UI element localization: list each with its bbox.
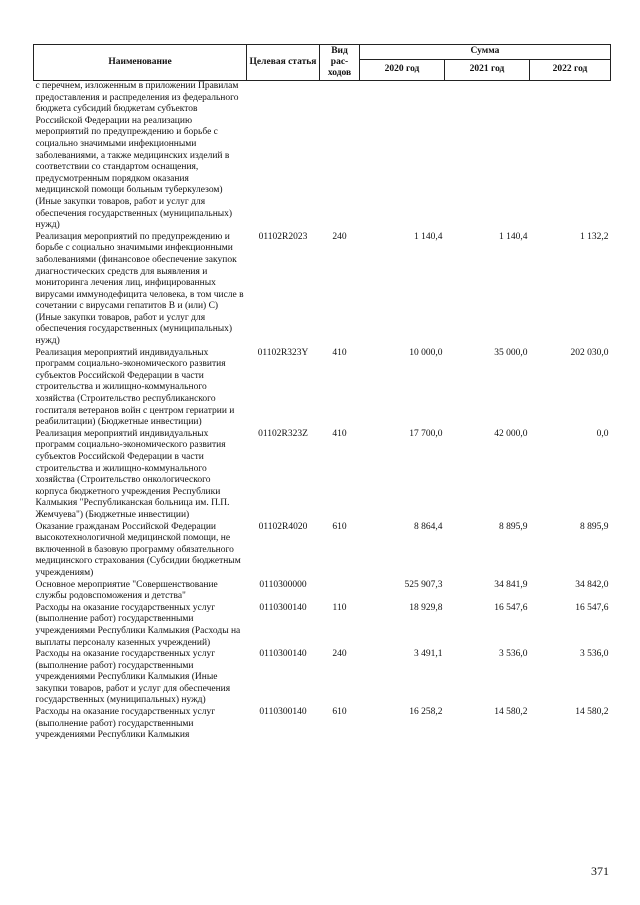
table-row	[34, 603, 611, 649]
table-row	[34, 580, 611, 603]
table-row	[34, 232, 611, 348]
row-name: Расходы на оказание государственных услуг (выполнение работ) государственными учреждениями Республики Калмыкия (Расходы на выплаты персоналу казенных учреждений)	[35, 602, 241, 648]
row-sum-2020: 8 864,4	[414, 521, 443, 532]
row-sum-2021: 3 536,0	[499, 649, 528, 660]
header-target: Целевая статья	[247, 45, 320, 81]
row-sum-2021: 14 580,2	[494, 707, 528, 718]
row-expense-type: 410	[332, 347, 347, 358]
row-sum-2020: 3 491,1	[414, 649, 443, 660]
row-sum-2022: 1 132,2	[580, 231, 609, 242]
header-2022: 2022 год	[530, 59, 611, 80]
row-target-code: 0110300140	[259, 602, 307, 613]
row-sum-2022	[530, 81, 611, 232]
table-header	[34, 45, 611, 81]
row-name: Расходы на оказание государственных услуг (выполнение работ) государственными учреждениями Республики Калмыкия (Иные закупки товаров, работ и услуг для обеспечения государственных (муниципальных) нужд)	[35, 649, 231, 706]
table-row	[34, 348, 611, 429]
row-sum-2022: 3 536,0	[580, 649, 609, 660]
row-sum-2020: 525 907,3	[404, 579, 443, 590]
row-name: с перечнем, изложенным в приложении Правилам предоставления и распределения из федерального бюджета субсидий бюджетам субъектов Российской Федерации на реализацию мероприятий по предупреждению и борьбе с социально значимыми инфекционными заболеваниями, а также медицинских изделий в соответствии со стандартом оснащения, предусмотренным порядком оказания медицинской помощи больным туберкулезом) (Иные закупки товаров, работ и услуг для обеспечения государственных (муниципальных) нужд)	[35, 81, 239, 231]
table-row	[34, 522, 611, 580]
row-sum-2022: 16 547,6	[575, 602, 609, 613]
row-sum-2020: 1 140,4	[414, 231, 443, 242]
header-vr: Вид рас-ходов	[320, 45, 360, 81]
row-sum-2021: 8 895,9	[499, 521, 528, 532]
budget-table	[33, 44, 611, 742]
table-row	[34, 81, 611, 232]
row-sum-2021: 35 000,0	[494, 347, 528, 358]
row-target-code: 0110300000	[259, 579, 307, 590]
table-row	[34, 429, 611, 522]
row-sum-2022: 34 842,0	[575, 579, 609, 590]
row-name: Оказание гражданам Российской Федерации высокотехнологичной медицинской помощи, не включенной в базовую программу обязательного медицинского страхования (Субсидии бюджетным учреждениям)	[35, 521, 241, 578]
row-sum-2022: 14 580,2	[575, 707, 609, 718]
row-expense-type: 410	[332, 428, 347, 439]
row-target-code	[247, 81, 320, 232]
page-number: 371	[591, 864, 609, 878]
header-2020: 2020 год	[360, 59, 445, 80]
row-name: Основное мероприятие "Совершенствование службы родовспоможения и детства"	[35, 579, 218, 602]
row-sum-2021	[445, 81, 530, 232]
row-name: Расходы на оказание государственных услуг (выполнение работ) государственными учреждениями Республики Калмыкия	[35, 707, 216, 741]
header-sum: Сумма	[360, 45, 611, 60]
row-sum-2021: 42 000,0	[494, 428, 528, 439]
row-sum-2020: 18 929,8	[409, 602, 443, 613]
row-expense-type: 610	[332, 707, 347, 718]
row-target-code: 0110300140	[259, 649, 307, 660]
row-target-code: 01102R323Z	[258, 428, 308, 439]
row-expense-type	[320, 580, 360, 603]
row-sum-2021: 1 140,4	[499, 231, 528, 242]
row-expense-type: 610	[332, 521, 347, 532]
row-sum-2020: 17 700,0	[409, 428, 443, 439]
row-name: Реализация мероприятий индивидуальных программ социально-экономического развития субъектов Российской Федерации в части строительства и жилищно-коммунального хозяйства (Строительство онкологического корпуса бюджетного учреждения Республики Калмыкия "Республиканская больница им. П.П. Жемчуева") (Бюджетные инвестиции)	[35, 428, 230, 520]
row-sum-2021: 16 547,6	[494, 602, 528, 613]
row-sum-2020: 10 000,0	[409, 347, 443, 358]
row-target-code: 0110300140	[259, 707, 307, 718]
row-sum-2022: 8 895,9	[580, 521, 609, 532]
row-target-code: 01102R4020	[258, 521, 308, 532]
row-sum-2020	[360, 81, 445, 232]
table-row	[34, 707, 611, 742]
table-body	[34, 81, 611, 742]
row-sum-2022: 202 030,0	[570, 347, 609, 358]
row-name: Реализация мероприятий по предупреждению и борьбе с социально значимыми инфекционными заболеваниями (финансовое обеспечение закупок диагностических средств для выявления и мониторинга лечения лиц, инфицированных вирусами иммунодефицита человека, в том числе в сочетании с вирусами гепатитов В и (или) С) (Иные закупки товаров, работ и услуг для обеспечения государственных (муниципальных) нужд)	[35, 231, 244, 347]
header-name: Наименование	[34, 45, 247, 81]
row-expense-type: 240	[332, 231, 347, 242]
header-2021: 2021 год	[445, 59, 530, 80]
row-sum-2022: 0,0	[596, 428, 609, 439]
row-target-code: 01102R323Y	[257, 347, 309, 358]
row-expense-type: 240	[332, 649, 347, 660]
row-sum-2020: 16 258,2	[409, 707, 443, 718]
row-sum-2021: 34 841,9	[494, 579, 528, 590]
row-target-code: 01102R2023	[258, 231, 308, 242]
row-name: Реализация мероприятий индивидуальных программ социально-экономического развития субъектов Российской Федерации в части строительства и жилищно-коммунального хозяйства (Строительство республиканского госпиталя ветеранов войн с центром гериатрии и реабилитации) (Бюджетные инвестиции)	[35, 347, 235, 428]
table-row	[34, 649, 611, 707]
row-expense-type	[320, 81, 360, 232]
row-expense-type: 110	[332, 602, 347, 613]
